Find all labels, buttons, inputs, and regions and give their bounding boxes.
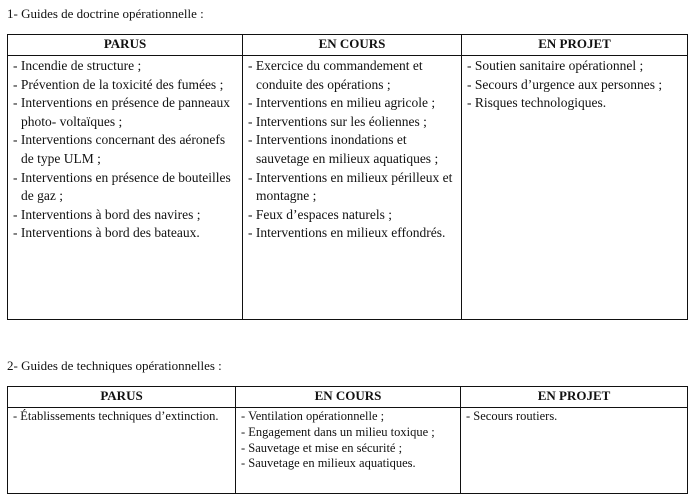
- list-item: - Exercice du commandement et conduite des opérations ;: [248, 57, 458, 94]
- en-cours-list: [248, 57, 458, 243]
- list-item: - Sauvetage en milieux aquatiques.: [241, 456, 457, 472]
- list-item: - Interventions à bord des bateaux.: [13, 224, 239, 243]
- list-item: - Soutien sanitaire opérationnel ;: [467, 57, 684, 76]
- en-cours-list: [241, 409, 457, 472]
- list-item: - Risques technologiques.: [467, 94, 684, 113]
- list-item: - Interventions en présence de panneaux photo- voltaïques ;: [13, 94, 239, 131]
- list-item: - Secours routiers.: [466, 409, 684, 425]
- doctrine-guides-table: [7, 34, 688, 320]
- en-projet-cell: [462, 56, 688, 320]
- table-header-row: [8, 35, 688, 56]
- header-parus: PARUS: [8, 387, 236, 408]
- en-projet-list: [466, 409, 684, 425]
- list-item: - Établissements techniques d’extinction.: [13, 409, 232, 425]
- list-item: - Interventions en milieux périlleux et montagne ;: [248, 169, 458, 206]
- list-item: - Interventions en milieux effondrés.: [248, 224, 458, 243]
- list-item: - Feux d’espaces naturels ;: [248, 206, 458, 225]
- list-item: - Interventions concernant des aéronefs de type ULM ;: [13, 131, 239, 168]
- techniques-guides-table: [7, 386, 688, 494]
- table-body-row: [8, 56, 688, 320]
- list-item: - Interventions sur les éoliennes ;: [248, 113, 458, 132]
- parus-cell: [8, 408, 236, 494]
- header-en-projet: EN PROJET: [461, 387, 688, 408]
- parus-list: [13, 409, 232, 425]
- list-item: - Interventions en milieu agricole ;: [248, 94, 458, 113]
- list-item: - Incendie de structure ;: [13, 57, 239, 76]
- table-header-row: [8, 387, 688, 408]
- header-parus: PARUS: [8, 35, 243, 56]
- parus-cell: [8, 56, 243, 320]
- list-item: - Prévention de la toxicité des fumées ;: [13, 76, 239, 95]
- header-en-cours: EN COURS: [243, 35, 462, 56]
- header-en-cours: EN COURS: [236, 387, 461, 408]
- list-item: - Secours d’urgence aux personnes ;: [467, 76, 684, 95]
- en-cours-cell: [236, 408, 461, 494]
- table-body-row: [8, 408, 688, 494]
- section-2-title: 2- Guides de techniques opérationnelles :: [7, 358, 222, 373]
- list-item: - Sauvetage et mise en sécurité ;: [241, 441, 457, 457]
- header-en-projet: EN PROJET: [462, 35, 688, 56]
- section-1-title: 1- Guides de doctrine opérationnelle :: [7, 6, 204, 21]
- en-projet-cell: [461, 408, 688, 494]
- list-item: - Interventions inondations et sauvetage en milieux aquatiques ;: [248, 131, 458, 168]
- en-projet-list: [467, 57, 684, 113]
- list-item: - Interventions en présence de bouteilles de gaz ;: [13, 169, 239, 206]
- list-item: - Interventions à bord des navires ;: [13, 206, 239, 225]
- list-item: - Engagement dans un milieu toxique ;: [241, 425, 457, 441]
- list-item: - Ventilation opérationnelle ;: [241, 409, 457, 425]
- parus-list: [13, 57, 239, 243]
- en-cours-cell: [243, 56, 462, 320]
